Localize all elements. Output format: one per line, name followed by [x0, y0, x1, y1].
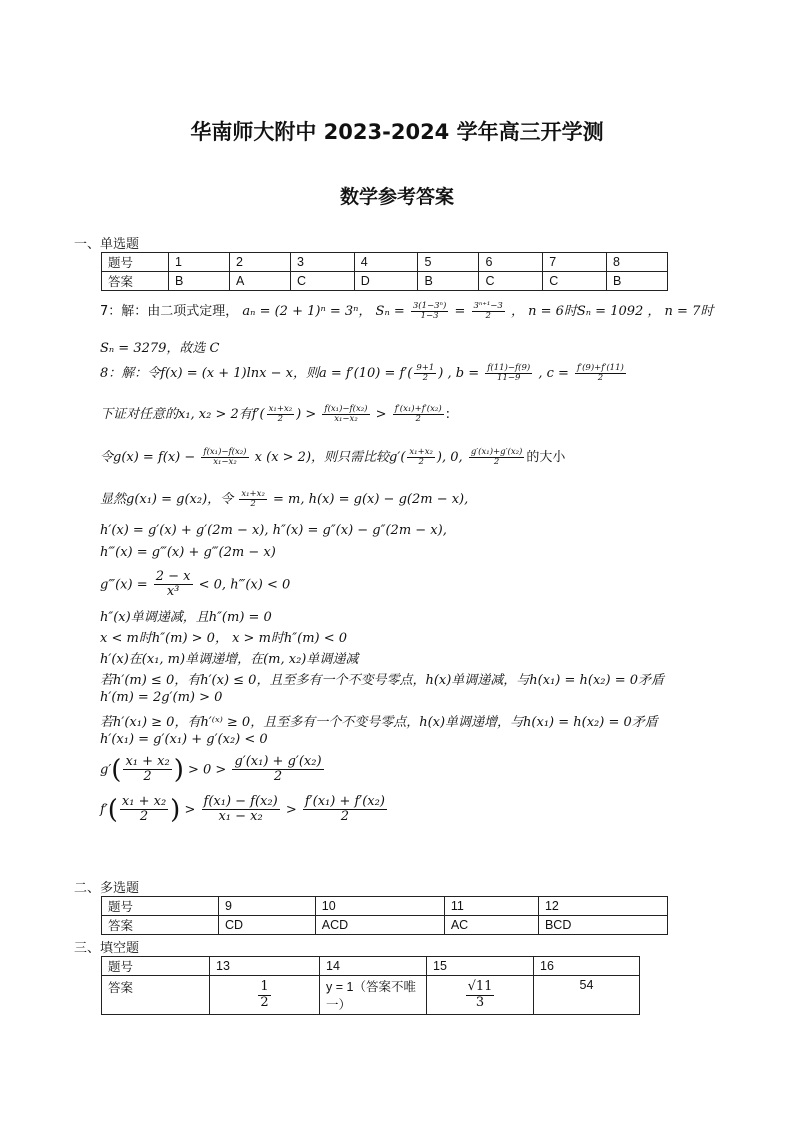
numerator: 3(1−3ⁿ)	[412, 300, 447, 311]
math-expr: , 0,	[442, 450, 463, 465]
denominator: 2	[493, 457, 500, 467]
table-cell: 3	[291, 253, 355, 272]
table-cell: 2	[230, 253, 291, 272]
fraction	[120, 795, 168, 825]
solution-8-line-15	[100, 755, 326, 785]
table-row	[102, 916, 668, 935]
paren: (	[111, 754, 122, 785]
denominator: 11−9	[497, 373, 521, 383]
numerator: f(11)−f(9)	[487, 362, 531, 373]
table-cell: BCD	[538, 916, 667, 935]
table-cell: C	[291, 272, 355, 291]
table-cell: D	[354, 272, 418, 291]
denominator: 2	[485, 311, 491, 321]
math-expr: >	[375, 407, 387, 422]
table-cell: 15	[427, 957, 534, 976]
solution-8-line-1	[100, 362, 628, 383]
math-expr: , b =	[447, 366, 480, 381]
fraction	[202, 795, 280, 825]
fill-blank-table	[101, 956, 640, 1015]
denominator: 2	[415, 414, 421, 424]
numerator: x₁+x₂	[268, 403, 293, 414]
paren: (	[107, 794, 118, 825]
solution-8-line-16	[100, 795, 389, 825]
math-expr: aₙ = (2 + 1)ⁿ = 3ⁿ， Sₙ =	[242, 304, 405, 319]
math-expr: ， n = 6时Sₙ = 1092 ， n = 7时	[510, 304, 714, 319]
text: 的大小	[526, 450, 566, 465]
solution-8-line-11: 若h′(m) ≤ 0，有h′(x) ≤ 0，且至多有一个不变号零点，h(x)单调递减，与h(x₁) = h(x₂) = 0矛盾	[100, 673, 665, 688]
table-cell: CD	[219, 916, 316, 935]
math-expr: < 0, h‴(x) < 0	[198, 577, 291, 593]
table-cell: 9	[219, 897, 316, 916]
table-cell: 12	[538, 897, 667, 916]
table-cell: A	[230, 272, 291, 291]
table-cell: 11	[444, 897, 538, 916]
page-title: 华南师大附中 2023-2024 学年高三开学测	[190, 120, 604, 144]
fraction	[303, 795, 387, 825]
paren: )	[436, 450, 442, 465]
numerator: x₁ + x₂	[121, 794, 167, 809]
table-cell: B	[418, 272, 479, 291]
table-row	[102, 897, 668, 916]
fraction	[232, 755, 323, 785]
fraction	[411, 302, 448, 322]
table-row	[102, 253, 668, 272]
fraction	[201, 448, 248, 468]
answer-13	[210, 976, 320, 1015]
solution-8-line-2	[100, 403, 450, 424]
answer-14: y = 1（答案不唯一）	[320, 976, 427, 1015]
table-cell: B	[606, 272, 667, 291]
table-cell: 7	[543, 253, 607, 272]
page-subtitle: 数学参考答案	[339, 186, 454, 208]
paren: )	[296, 407, 302, 422]
table-cell: 14	[320, 957, 427, 976]
solution-8-line-7	[100, 570, 290, 600]
table-row	[102, 976, 640, 1015]
denominator: x₁−x₂	[213, 457, 237, 467]
numerator: f′(9)+f′(11)	[577, 362, 624, 373]
numerator: 9+1	[416, 362, 435, 373]
fraction	[258, 980, 270, 1010]
fraction	[472, 302, 505, 322]
math-expr: > 0 >	[187, 762, 227, 778]
fraction	[407, 448, 435, 468]
solution-8-line-10: h′(x)在(x₁, m)单调递增，在(m, x₂)单调递减	[100, 652, 359, 667]
section-single-choice: 一、单选题	[74, 237, 140, 252]
numerator: f(x₁) − f(x₂)	[203, 794, 278, 809]
fraction	[239, 490, 267, 510]
table-cell: ACD	[315, 916, 444, 935]
solution-8-line-9: x < m时h″(m) > 0， x > m时h″(m) < 0	[100, 631, 348, 646]
numerator: g′(x₁)+g′(x₂)	[470, 446, 523, 457]
math-expr: x (x > 2)，则只需比较g′	[254, 450, 401, 465]
math-expr: 显然g(x₁) = g(x₂)，令	[100, 492, 234, 507]
paren: )	[173, 754, 184, 785]
fraction	[469, 448, 525, 468]
numerator: x₁ + x₂	[125, 754, 170, 769]
math-expr: 下证对任意的x₁, x₂ > 2有f′	[100, 407, 260, 422]
fraction	[154, 570, 193, 600]
fraction	[123, 755, 171, 785]
table-row	[102, 957, 640, 976]
table-cell: C	[479, 272, 543, 291]
single-choice-table	[101, 252, 668, 291]
math-expr: g′	[100, 762, 112, 778]
paren: )	[438, 366, 444, 381]
table-cell: 答案	[102, 916, 219, 935]
numerator: 1	[260, 979, 269, 995]
denominator: 2	[273, 769, 283, 785]
solution-8-line-13: 若h′(x₁) ≥ 0，有h′⁽ˣ⁾ ≥ 0，且至多有一个不变号零点，h(x)单调递增，与h(x₁) = h(x₂) = 0矛盾	[100, 715, 658, 730]
table-cell: 题号	[102, 957, 210, 976]
numerator: √11	[467, 979, 493, 995]
denominator: 2	[260, 994, 269, 1010]
denominator: 2	[340, 809, 350, 825]
fraction	[575, 364, 626, 384]
math-expr: , c =	[538, 366, 569, 381]
table-cell: 8	[606, 253, 667, 272]
numerator: f′(x₁) + f′(x₂)	[304, 794, 385, 809]
table-cell: B	[169, 272, 230, 291]
math-expr: 令g(x) = f(x) −	[100, 450, 196, 465]
denominator: 2	[422, 373, 429, 383]
table-cell: 16	[534, 957, 640, 976]
multi-choice-table	[101, 896, 668, 935]
math-expr: =	[454, 304, 466, 319]
denominator: 2	[597, 373, 604, 383]
fraction	[466, 980, 495, 1010]
numerator: x₁+x₂	[241, 488, 265, 499]
denominator: 2	[143, 769, 152, 785]
fraction	[485, 364, 532, 384]
table-cell: 题号	[102, 897, 219, 916]
text: 7：解：由二项式定理，	[100, 304, 239, 319]
denominator: x³	[166, 584, 180, 600]
table-cell: 13	[210, 957, 320, 976]
answer-15	[427, 976, 534, 1015]
denominator: 2	[139, 809, 149, 825]
numerator: f(x₁)−f(x₂)	[203, 446, 247, 457]
table-cell: 答案	[102, 976, 210, 1015]
denominator: x₁−x₂	[334, 414, 358, 424]
numerator: 2 − x	[155, 569, 191, 584]
table-cell: 1	[169, 253, 230, 272]
table-cell: 题号	[102, 253, 169, 272]
math-expr: >	[305, 407, 317, 422]
solution-7-line-1	[100, 300, 713, 321]
numerator: x₁+x₂	[409, 446, 433, 457]
table-cell: C	[543, 272, 607, 291]
section-fill-blank: 三、填空题	[74, 941, 140, 956]
math-expr: >	[184, 802, 196, 818]
fraction	[322, 405, 369, 425]
numerator: f′(x₁)+f′(x₂)	[394, 403, 442, 414]
table-cell: 5	[418, 253, 479, 272]
numerator: f(x₁)−f(x₂)	[324, 403, 368, 414]
fraction	[393, 405, 444, 425]
denominator: 2	[418, 457, 424, 467]
math-expr: >	[285, 802, 297, 818]
paren: )	[170, 794, 181, 825]
solution-8-line-8: h″(x)单调递减，且h″(m) = 0	[100, 610, 272, 625]
denominator: x₁ − x₂	[218, 809, 263, 825]
solution-7-line-2: Sₙ = 3279，故选 C	[100, 341, 220, 356]
math-expr: 8：解：令f(x) = (x + 1)lnx − x，则a = f′(10) = f′	[100, 366, 408, 381]
paren: (	[259, 407, 265, 422]
solution-8-line-14: h′(x₁) = g′(x₁) + g′(x₂) < 0	[100, 732, 268, 747]
table-cell: 答案	[102, 272, 169, 291]
numerator: g′(x₁) + g′(x₂)	[234, 754, 322, 769]
text: :	[445, 407, 451, 422]
fraction	[267, 405, 295, 425]
solution-8-line-4	[100, 488, 468, 509]
denominator: 2	[277, 414, 284, 424]
denominator: 3	[475, 994, 485, 1010]
table-cell: AC	[444, 916, 538, 935]
numerator: 3ⁿ⁺¹−3	[473, 300, 503, 311]
table-cell: 10	[315, 897, 444, 916]
paren: (	[407, 366, 413, 381]
math-expr: f′	[100, 802, 108, 818]
fraction	[414, 364, 436, 384]
table-cell: 4	[354, 253, 418, 272]
section-multi-choice: 二、多选题	[74, 881, 140, 896]
denominator: 2	[250, 499, 256, 509]
denominator: 1−3	[420, 311, 439, 321]
solution-8-line-12: h′(m) = 2g′(m) > 0	[100, 690, 223, 705]
math-expr: g‴(x) =	[100, 577, 148, 593]
solution-8-line-6: h‴(x) = g‴(x) + g‴(2m − x)	[100, 545, 276, 560]
table-row	[102, 272, 668, 291]
solution-8-line-3	[100, 446, 565, 467]
answer-16: 54	[534, 976, 640, 1015]
paren: (	[400, 450, 406, 465]
table-cell: 6	[479, 253, 543, 272]
solution-8-line-5: h′(x) = g′(x) + g′(2m − x), h″(x) = g″(x) − g″(2m − x),	[100, 523, 447, 538]
math-expr: = m, h(x) = g(x) − g(2m − x),	[273, 492, 469, 507]
